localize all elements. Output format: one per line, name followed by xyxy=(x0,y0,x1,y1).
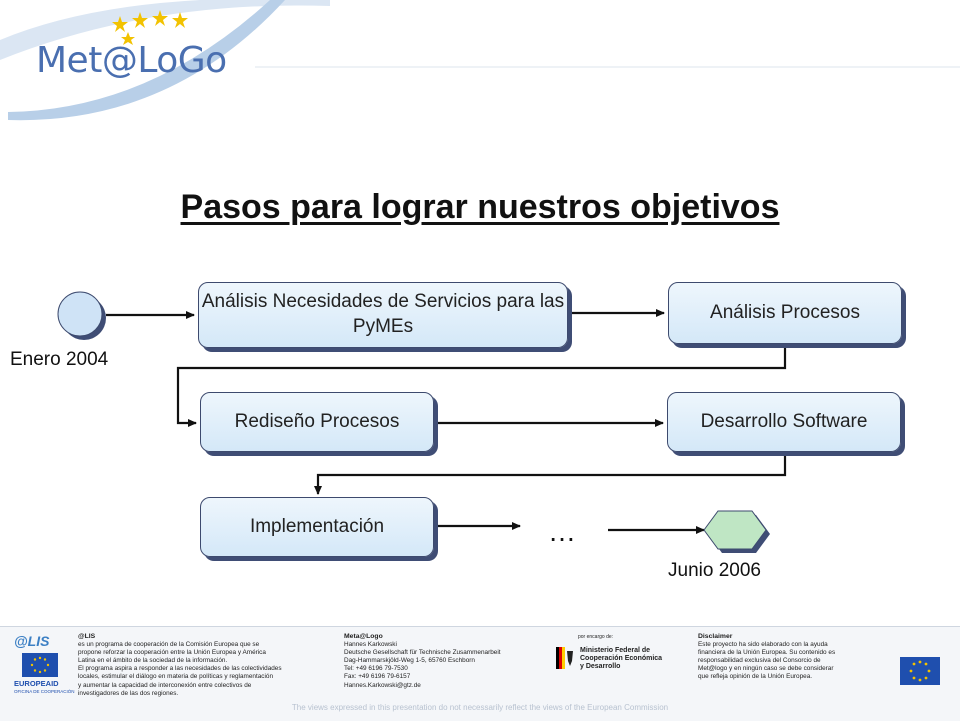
footer xyxy=(0,626,960,721)
footer-col-alis: @LIS es un programa de cooperación de la Comisión Europea que se propone reforzar la cooperación entre la Unión Europea y América Latina en el ámbito de la sociedad de la información. El programa aspira a responder a las necesidades de las colectividades locales, estimular el diálogo en materia de políticas y reglamentación y aumentar la capacidad de interconexión entre colectivos de investigadores de las dos regiones. xyxy=(78,633,282,697)
step-desarrollo-software: Desarrollo Software xyxy=(667,392,901,452)
step-analisis-necesidades: Análisis Necesidades de Servicios para las PyMEs xyxy=(198,282,568,348)
start-circle-node xyxy=(58,292,102,336)
footer-col-disclaimer: Disclaimer Este proyecto ha sido elaborado con la ayuda financiera de la Unión Europea. Su contenido es responsabilidad exclusiva del Consorcio de Met@logo y en ningún caso se debe considerar que refleja opinión de la Unión Europea. xyxy=(698,633,836,681)
metalogo-logo: Met@LoGo xyxy=(36,40,227,81)
german-eagle-icon xyxy=(556,647,574,669)
eu-flag-icon xyxy=(900,657,940,685)
europeaid-sub: OFICINA DE COOPERACIÓN xyxy=(14,689,75,694)
slide-title: Pasos para lograr nuestros objetivos xyxy=(180,188,780,226)
eu-stars-icon xyxy=(22,653,58,677)
step-analisis-procesos: Análisis Procesos xyxy=(668,282,902,344)
europeaid-logo: EUROPEAID xyxy=(14,679,59,688)
step-implementacion: Implementación xyxy=(200,497,434,557)
step-rediseno-procesos: Rediseño Procesos xyxy=(200,392,434,452)
end-hexagon-node xyxy=(704,511,766,549)
footer-col-ministry: por encargo de: xyxy=(578,634,614,640)
footer-disclaimer-strip: The views expressed in this presentation do not necessarily reflect the views of the European Commission xyxy=(291,703,669,712)
arrow-desarrollo-to-implementacion xyxy=(318,452,785,494)
footer-col-contact: Meta@Logo Hannes Karkowski Deutsche Gesellschaft für Technische Zusammenarbeit Dag-Hammarskjöld-Weg 1-5, 65760 Eschborn Tel: +49 6196 79-7530 Fax: +49 6196 79-6157 Hannes.Karkowski@gtz.de xyxy=(344,633,501,689)
start-label: Enero 2004 xyxy=(10,349,109,370)
end-label: Junio 2006 xyxy=(668,560,761,581)
eu-flag-icon xyxy=(22,653,58,677)
alis-logo: @LIS xyxy=(14,633,50,649)
ellipsis-label: … xyxy=(548,516,576,547)
eu-stars-icon xyxy=(900,657,940,685)
ministry-name: Ministerio Federal de Cooperación Económica y Desarrollo xyxy=(580,647,663,670)
